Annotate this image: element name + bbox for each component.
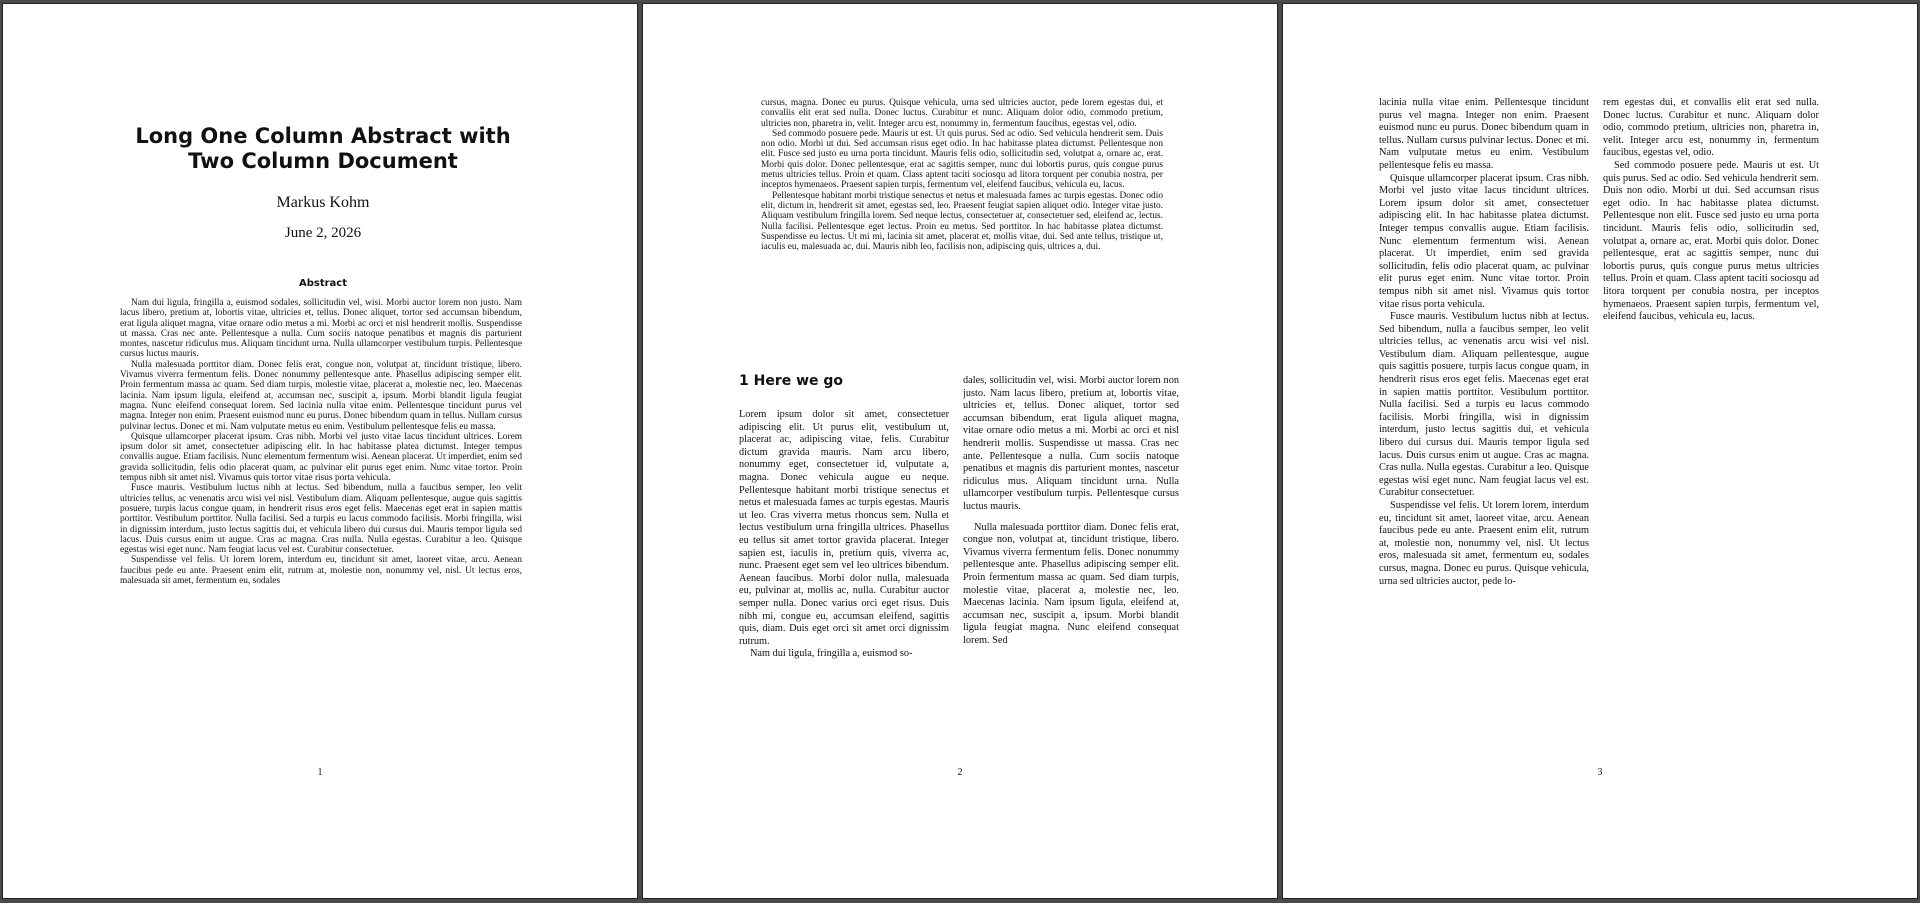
body-paragraph: dales, sollicitudin vel, wisi. Morbi auctor lorem non justo. Nam lacus libero, pretium at, lobortis vitae, ultricies et, tellus. Donec aliquet, tortor sed accumsan bibendum, erat ligula aliquet magna, vitae ornare odio metus a mi. Morbi ac orci et nisl hendrerit mollis. Suspendisse ut massa. Cras nec ante. Pellentesque a nulla. Cum sociis natoque penatibus et magnis dis parturient montes, nascetur ridiculus mus. Aliquam tincidunt urna. Nulla ullamcorper vestibulum turpis. Pellentesque cursus luctus mauris. [963, 375, 1179, 512]
abstract-paragraph: Fusce mauris. Vestibulum luctus nibh at lectus. Sed bibendum, nulla a faucibus semper, leo velit ultricies tellus, ac venenatis arcu wisi vel nisl. Vestibulum diam. Aliquam pellentesque, augue quis sagittis posuere, turpis lacus congue quam, in hendrerit risus eros eget felis. Maecenas eget erat in sapien mattis porttitor. Vestibulum porttitor. Nulla facilisi. Sed a turpis eu lacus commodo facilisis. Morbi fringilla, wisi in dignissim interdum, justo lectus sagittis dui, et vehicula libero dui cursus dui. Mauris tempor ligula sed lacus. Duis cursus enim ut augue. Cras ac magna. Cras nulla. Nulla egestas. Curabitur a leo. Quisque egestas wisi eget nunc. Nam feugiat lacus vel est. Curabitur consectetuer. [120, 483, 522, 556]
body-paragraph: Lorem ipsum dolor sit amet, consectetuer adipiscing elit. Ut purus elit, vestibulum ut, placerat ac, adipiscing vitae, felis. Curabitur dictum gravida mauris. Nam arcu libero, nonummy eget, consectetuer id, vulputate a, magna. Donec vehicula augue eu neque. Pellentesque habitant morbi tristique senectus et netus et malesuada fames ac turpis egestas. Mauris ut leo. Cras viverra metus rhoncus sem. Nulla et lectus vestibulum urna fringilla ultrices. Phasellus eu tellus sit amet tortor gravida placerat. Integer sapien est, iaculis in, pretium quis, viverra ac, nunc. Praesent eget sem vel leo ultrices bibendum. Aenean faucibus. Morbi dolor nulla, malesuada eu, pulvinar at, mollis ac, nulla. Curabitur auctor semper nulla. Donec varius orci eget risus. Duis nibh mi, congue eu, accumsan eleifend, sagittis quis, diam. Duis eget orci sit amet orci dignissim rutrum. [739, 409, 949, 647]
abstract-paragraph: cursus, magna. Donec eu purus. Quisque vehicula, urna sed ultricies auctor, pede lorem egestas dui, et convallis elit erat sed nulla. Donec luctus. Curabitur et nunc. Aliquam dolor odio, commodo pretium, ultricies non, pharetra in, velit. Integer arcu est, nonummy in, fermentum faucibus, egestas vel, odio. [761, 98, 1163, 129]
body-paragraph: Fusce mauris. Vestibulum luctus nibh at lectus. Sed bibendum, nulla a faucibus semper, leo velit ultricies tellus, ac venenatis arcu wisi vel nisl. Vestibulum diam. Aliquam pellentesque, augue quis sagittis posuere, turpis lacus congue quam, in hendrerit risus eros eget felis. Maecenas eget erat in sapien mattis porttitor. Vestibulum porttitor. Nulla facilisi. Sed a turpis eu lacus commodo facilisis. Morbi fringilla, wisi in dignissim interdum, justo lectus sagittis dui, et vehicula libero dui cursus dui. Mauris tempor ligula sed lacus. Duis cursus enim ut augue. Cras ac magna. Cras nulla. Nulla egestas. Curabitur a leo. Quisque egestas wisi eget nunc. Nam feugiat lacus vel est. Curabitur consectetuer. [1379, 311, 1589, 499]
abstract-paragraph: Suspendisse vel felis. Ut lorem lorem, interdum eu, tincidunt sit amet, laoreet vitae, arcu. Aenean faucibus pede eu ante. Praesent enim elit, rutrum at, molestie non, nonummy vel, nisl. Ut lectus eros, malesuada sit amet, fermentum eu, sodales [120, 555, 522, 587]
body-paragraph: Nulla malesuada porttitor diam. Donec felis erat, congue non, volutpat at, tincidunt tristique, libero. Vivamus viverra fermentum felis. Donec nonummy pellentesque ante. Phasellus adipiscing semper elit. Proin fermentum massa ac quam. Sed diam turpis, molestie vitae, placerat a, molestie nec, leo. Maecenas lacinia. Nam ipsum ligula, eleifend at, accumsan nec, suscipit a, ipsum. Morbi blandit ligula feugiat magna. Nunc eleifend consequat lorem. Sed [963, 521, 1179, 646]
body-paragraph: lacinia nulla vitae enim. Pellentesque tincidunt purus vel magna. Integer non enim. Praesent euismod nunc eu purus. Donec bibendum quam in tellus. Nullam cursus pulvinar lectus. Donec et mi. Nam vulputate metus eu enim. Vestibulum pellentesque felis eu massa. [1379, 97, 1589, 171]
page-1[interactable] [2, 3, 638, 899]
body-paragraph: Suspendisse vel felis. Ut lorem lorem, interdum eu, tincidunt sit amet, laoreet vitae, arcu. Aenean faucibus pede eu ante. Praesent enim elit, rutrum at, molestie non, nonummy vel, nisl. Ut lectus eros, malesuada sit amet, fermentum eu, sodales cursus, magna. Donec eu purus. Quisque vehicula, urna sed ultricies auctor, pede lo- [1379, 500, 1589, 587]
page-number: 1 [317, 767, 323, 778]
body-paragraph: Sed commodo posuere pede. Mauris ut est. Ut quis purus. Sed ac odio. Sed vehicula hendrerit sem. Duis non odio. Morbi ut dui. Sed accumsan risus eget odio. In hac habitasse platea dictumst. Pellentesque non elit. Fusce sed justo eu urna porta tincidunt. Mauris felis odio, sollicitudin sed, volutpat a, ornare ac, erat. Morbi quis dolor. Donec pellentesque, erat ac sagittis semper, nunc dui lobortis purus, quis congue purus metus ultricies tellus. Proin et quam. Class aptent taciti sociosqu ad litora torquent per conubia nostra, per inceptos hymenaeos. Praesent sapien turpis, fermentum vel, eleifend faucibus, vehicula eu, lacus. [1603, 159, 1819, 323]
right-column [1603, 97, 1819, 417]
abstract-paragraph: Pellentesque habitant morbi tristique senectus et netus et malesuada fames ac turpis egestas. Donec odio elit, dictum in, hendrerit sit amet, egestas sed, leo. Praesent feugiat sapien aliquet odio. Integer vitae justo. Aliquam vestibulum fringilla lorem. Sed neque lectus, consectetuer at, consectetuer sed, eleifend ac, lectus. Nulla facilisi. Pellentesque eget lectus. Proin eu metus. Sed porttitor. In hac habitasse platea dictumst. Suspendisse eu lectus. Ut mi mi, lacinia sit amet, placerat et, mollis vitae, dui. Sed ante tellus, tristique ut, iaculis eu, malesuada ac, dui. Mauris nibh leo, facilisis non, adipiscing quis, ultrices a, dui. [761, 190, 1163, 253]
page-number: 3 [1597, 767, 1603, 778]
page-3[interactable] [1282, 3, 1918, 899]
abstract-body [120, 298, 522, 728]
body-paragraph: rem egestas dui, et convallis elit erat sed nulla. Donec luctus. Curabitur et nunc. Aliquam dolor odio, commodo pretium, ultricies non, pharetra in, velit. Integer arcu est, nonummy in, fermentum faucibus, egestas vel, odio. [1603, 97, 1819, 159]
document-date: June 2, 2026 [284, 225, 362, 241]
body-paragraph: Nam dui ligula, fringilla a, euismod so- [750, 648, 913, 660]
document-author: Markus Kohm [276, 194, 370, 211]
abstract-continuation [761, 98, 1163, 352]
page-2[interactable] [642, 3, 1278, 899]
document-title: Long One Column Abstract with Two Column Document [135, 124, 511, 173]
abstract-heading: Abstract [298, 278, 348, 289]
section-heading: 1 Here we go [739, 373, 844, 389]
left-column [739, 409, 949, 731]
body-paragraph: Quisque ullamcorper placerat ipsum. Cras nibh. Morbi vel justo vitae lacus tincidunt ultrices. Lorem ipsum dolor sit amet, consectetuer adipiscing elit. In hac habitasse platea dictumst. Integer tempus convallis augue. Etiam facilisis. Nunc elementum fermentum wisi. Aenean placerat. Ut imperdiet, enim sed gravida sollicitudin, felis odio placerat quam, ac pulvinar elit purus eget enim. Nunc vitae tortor. Proin tempus nibh sit amet nisl. Vivamus quis tortor vitae risus porta vehicula. [1379, 172, 1589, 310]
left-column [1379, 97, 1589, 731]
abstract-paragraph: Nam dui ligula, fringilla a, euismod sodales, sollicitudin vel, wisi. Morbi auctor lorem non justo. Nam lacus libero, pretium at, lobortis vitae, ultricies et, tellus. Donec aliquet, tortor sed accumsan bibendum, erat ligula aliquet magna, vitae ornare odio metus a mi. Morbi ac orci et nisl hendrerit mollis. Suspendisse ut massa. Cras nec ante. Pellentesque a nulla. Cum sociis natoque penatibus et magnis dis parturient montes, nascetur ridiculus mus. Aliquam tincidunt urna. Nulla ullamcorper vestibulum turpis. Pellentesque cursus luctus mauris. [120, 298, 522, 360]
abstract-paragraph: Quisque ullamcorper placerat ipsum. Cras nibh. Morbi vel justo vitae lacus tincidunt ultrices. Lorem ipsum dolor sit amet, consectetuer adipiscing elit. In hac habitasse platea dictumst. Integer tempus convallis augue. Etiam facilisis. Nunc elementum fermentum wisi. Aenean placerat. Ut imperdiet, enim sed gravida sollicitudin, felis odio placerat quam, ac pulvinar elit purus eget enim. Nunc vitae tortor. Proin tempus nibh sit amet nisl. Vivamus quis tortor vitae risus porta vehicula. [120, 431, 522, 484]
abstract-paragraph: Sed commodo posuere pede. Mauris ut est. Ut quis purus. Sed ac odio. Sed vehicula hendrerit sem. Duis non odio. Morbi ut dui. Sed accumsan risus eget odio. In hac habitasse platea dictumst. Pellentesque non elit. Fusce sed justo eu urna porta tincidunt. Mauris felis odio, sollicitudin sed, volutpat a, ornare ac, erat. Morbi quis dolor. Donec pellentesque, erat ac sagittis semper, nunc dui lobortis purus, quis congue purus metus ultricies tellus. Proin et quam. Class aptent taciti sociosqu ad litora torquent per conubia nostra, per inceptos hymenaeos. Praesent sapien turpis, fermentum vel, eleifend faucibus, vehicula eu, lacus. [761, 128, 1163, 191]
right-column [963, 375, 1179, 731]
page-number: 2 [957, 767, 963, 778]
abstract-paragraph: Nulla malesuada porttitor diam. Donec felis erat, congue non, volutpat at, tincidunt tristique, libero. Vivamus viverra fermentum felis. Donec nonummy pellentesque ante. Phasellus adipiscing semper elit. Proin fermentum massa ac quam. Sed diam turpis, molestie vitae, placerat a, molestie nec, leo. Maecenas lacinia. Nam ipsum ligula, eleifend at, accumsan nec, suscipit a, ipsum. Morbi blandit ligula feugiat magna. Nunc eleifend consequat lorem. Sed lacinia nulla vitae enim. Pellentesque tincidunt purus vel magna. Integer non enim. Praesent euismod nunc eu purus. Donec bibendum quam in tellus. Nullam cursus pulvinar lectus. Donec et mi. Nam vulputate metus eu enim. Vestibulum pellentesque felis eu massa. [120, 359, 522, 432]
